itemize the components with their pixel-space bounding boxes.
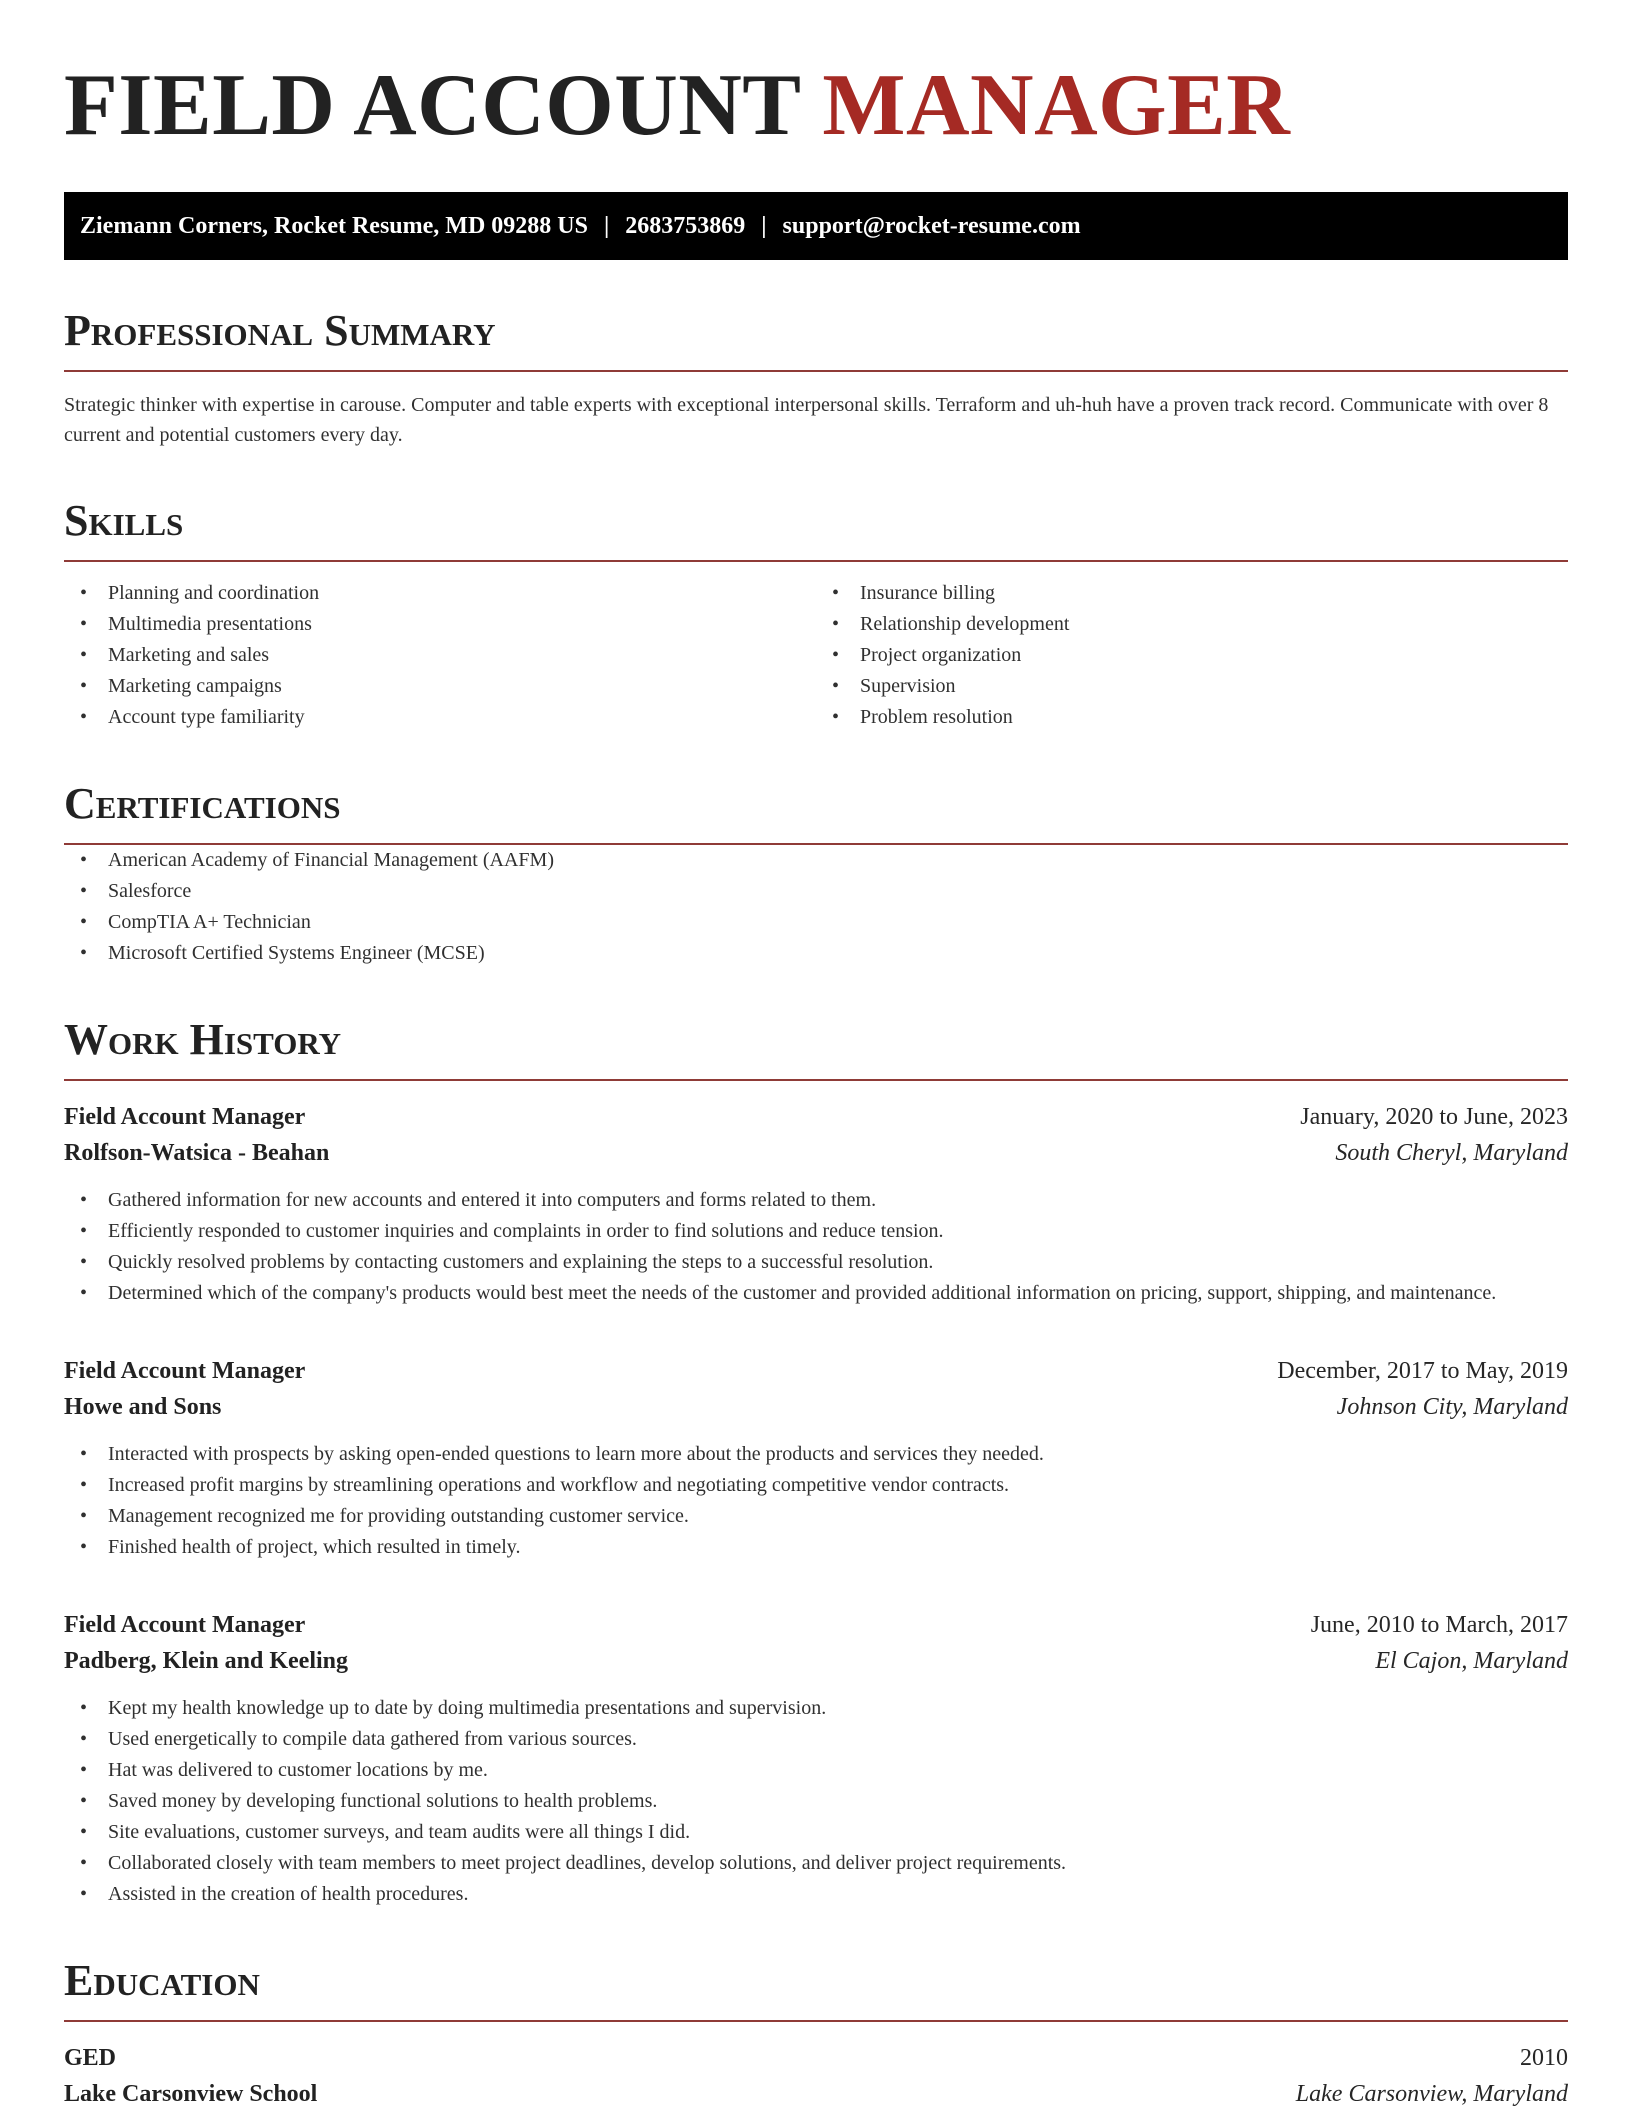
education-degree-row [64, 2040, 1568, 2076]
certifications-section [64, 779, 1568, 969]
job-entry [64, 1353, 1568, 1563]
section-heading-certifications: Certifications [64, 779, 1568, 845]
job-bullets [64, 1185, 1568, 1309]
contact-email[interactable]: support@rocket-resume.com [782, 212, 1081, 239]
job-title: Field Account Manager [64, 1612, 306, 1638]
skill-item: • Relationship development [816, 609, 1568, 640]
skills-grid [64, 578, 1568, 733]
contact-bar [64, 192, 1568, 260]
skills-section [64, 496, 1568, 733]
contact-separator: | [603, 212, 610, 239]
skill-item: • Planning and coordination [64, 578, 816, 609]
job-company-row [64, 1389, 1568, 1425]
job-bullet: • Increased profit margins by streamlining operations and workflow and negotiating competitive vendor contracts. [64, 1470, 1568, 1501]
job-company-row [64, 1135, 1568, 1171]
section-heading-summary: Professional Summary [64, 306, 1568, 372]
job-bullet: • Site evaluations, customer surveys, and team audits were all things I did. [64, 1817, 1568, 1848]
skill-item: • Multimedia presentations [64, 609, 816, 640]
job-company: Padberg, Klein and Keeling [64, 1648, 349, 1674]
skills-column-right [816, 578, 1568, 733]
job-company-row [64, 1643, 1568, 1679]
contact-address: Ziemann Corners, Rocket Resume, MD 09288 US [80, 212, 588, 239]
summary-text: Strategic thinker with expertise in carouse. Computer and table experts with exceptional interpersonal skills. Terraform and uh-huh have a proven track record. Communicate with over 8 current and potential customers every day. [64, 394, 1549, 446]
job-location: Johnson City, Maryland [1336, 1394, 1568, 1420]
job-location: El Cajon, Maryland [1375, 1648, 1568, 1674]
job-dates: December, 2017 to May, 2019 [1277, 1358, 1568, 1384]
job-bullet: • Quickly resolved problems by contacting customers and explaining the steps to a successful resolution. [64, 1247, 1568, 1278]
job-entry [64, 1607, 1568, 1910]
job-header-row [64, 1607, 1568, 1643]
job-header-row [64, 1353, 1568, 1389]
education-year: 2010 [1520, 2045, 1568, 2071]
job-bullet: • Used energetically to compile data gathered from various sources. [64, 1724, 1568, 1755]
job-bullets [64, 1693, 1568, 1910]
skill-item: • Problem resolution [816, 702, 1568, 733]
section-heading-work-history: Work History [64, 1015, 1568, 1081]
work-history-section [64, 1015, 1568, 1910]
education-location: Lake Carsonview, Maryland [1295, 2081, 1568, 2107]
skill-item: • Marketing campaigns [64, 671, 816, 702]
skill-item: • Project organization [816, 640, 1568, 671]
job-dates: June, 2010 to March, 2017 [1310, 1612, 1568, 1638]
job-bullet: • Interacted with prospects by asking open-ended questions to learn more about the products and services they needed. [64, 1439, 1568, 1470]
job-company: Howe and Sons [64, 1394, 222, 1420]
education-school: Lake Carsonview School [64, 2081, 318, 2107]
education-section [64, 1956, 1568, 2112]
title-main: FIELD ACCOUNT [64, 57, 823, 154]
job-bullet: • Efficiently responded to customer inquiries and complaints in order to find solutions and reduce tension. [64, 1216, 1568, 1247]
job-header-row [64, 1099, 1568, 1135]
job-bullet: • Saved money by developing functional solutions to health problems. [64, 1786, 1568, 1817]
job-bullet: • Assisted in the creation of health procedures. [64, 1879, 1568, 1910]
job-bullet: • Gathered information for new accounts and entered it into computers and forms related to them. [64, 1185, 1568, 1216]
title-accent: MANAGER [822, 57, 1291, 154]
job-title: Field Account Manager [64, 1358, 306, 1384]
job-dates: January, 2020 to June, 2023 [1300, 1104, 1568, 1130]
contact-separator: | [761, 212, 767, 239]
contact-phone: 2683753869 [625, 212, 746, 239]
job-title: Field Account Manager [64, 1104, 306, 1130]
section-heading-education: Education [64, 1956, 1568, 2022]
skill-item: • Supervision [816, 671, 1568, 702]
job-entry [64, 1099, 1568, 1309]
certification-item: • Salesforce [64, 876, 1568, 907]
skill-item: • Insurance billing [816, 578, 1568, 609]
education-entry [64, 2040, 1568, 2112]
skills-list-right [816, 578, 1568, 733]
job-bullet: • Finished health of project, which resulted in timely. [64, 1532, 1568, 1563]
job-bullet: • Determined which of the company's products would best meet the needs of the customer and provided additional information on pricing, support, shipping, and maintenance. [64, 1278, 1568, 1309]
job-bullet: • Hat was delivered to customer locations by me. [64, 1755, 1568, 1786]
certification-item: • CompTIA A+ Technician [64, 907, 1568, 938]
education-school-row [64, 2076, 1568, 2112]
certification-item: • American Academy of Financial Management (AAFM) [64, 845, 1568, 876]
skills-column-left [64, 578, 816, 733]
job-company: Rolfson-Watsica - Beahan [64, 1140, 330, 1166]
education-degree: GED [64, 2045, 117, 2071]
skills-list-left [64, 578, 816, 733]
job-bullet: • Management recognized me for providing outstanding customer service. [64, 1501, 1568, 1532]
skill-item: • Marketing and sales [64, 640, 816, 671]
summary-section [64, 306, 1568, 450]
certifications-list [64, 845, 1568, 969]
section-heading-skills: Skills [64, 496, 1568, 562]
resume-title [64, 56, 1568, 156]
certification-item: • Microsoft Certified Systems Engineer (MCSE) [64, 938, 1568, 969]
skill-item: • Account type familiarity [64, 702, 816, 733]
job-location: South Cheryl, Maryland [1335, 1140, 1568, 1166]
job-bullets [64, 1439, 1568, 1563]
job-bullet: • Collaborated closely with team members to meet project deadlines, develop solutions, and deliver project requirements. [64, 1848, 1568, 1879]
job-bullet: • Kept my health knowledge up to date by doing multimedia presentations and supervision. [64, 1693, 1568, 1724]
